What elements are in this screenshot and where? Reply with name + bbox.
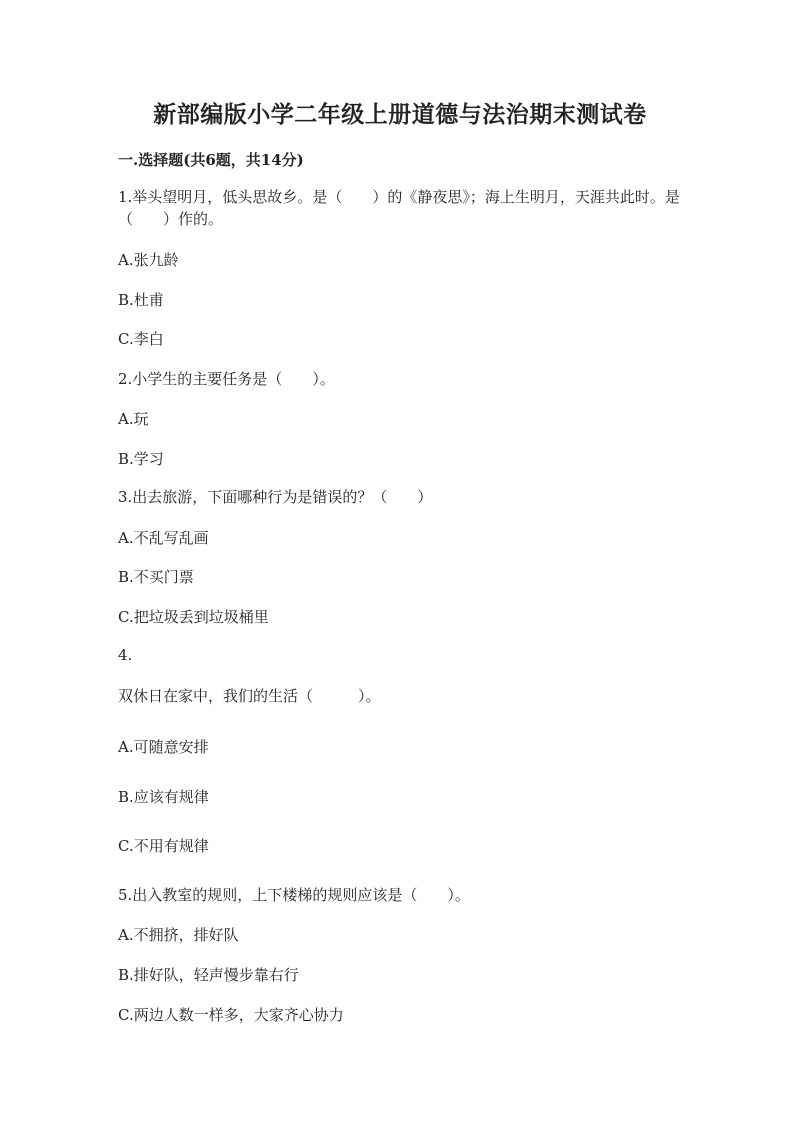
question-4-option-a: A.可随意安排	[118, 738, 209, 756]
question-5-option-a: A.不拥挤，排好队	[118, 926, 239, 944]
question-4-stem: 双休日在家中，我们的生活（ ）。	[118, 687, 381, 705]
question-2-option-a: A.玩	[118, 410, 149, 428]
question-3-option-c: C.把垃圾丢到垃圾桶里	[118, 608, 269, 626]
question-3-option-b: B.不买门票	[118, 568, 194, 586]
question-3-option-a: A.不乱写乱画	[118, 529, 209, 547]
question-1-stem: 1.举头望明月，低头思故乡。是（ ）的《静夜思》；海上生明月，天涯共此时。是（ ）作的。	[118, 188, 680, 228]
question-4-number: 4.	[118, 646, 133, 664]
question-4-option-b: B.应该有规律	[118, 788, 209, 806]
question-1-option-b: B.杜甫	[118, 291, 164, 309]
question-2-stem: 2.小学生的主要任务是（ ）。	[118, 370, 335, 388]
question-5-option-c: C.两边人数一样多，大家齐心协力	[118, 1006, 344, 1024]
question-3-stem: 3.出去旅游，下面哪种行为是错误的？（ ）	[118, 488, 433, 506]
question-1-option-c: C.李白	[118, 330, 164, 348]
question-5-option-b: B.排好队，轻声慢步靠右行	[118, 966, 299, 984]
question-4-option-c: C.不用有规律	[118, 837, 209, 855]
question-5-stem: 5.出入教室的规则，上下楼梯的规则应该是（ ）。	[118, 886, 470, 904]
section-heading: 一.选择题(共6题，共14分)	[118, 151, 304, 169]
question-2-option-b: B.学习	[118, 450, 164, 468]
question-1-option-a: A.张九龄	[118, 251, 179, 269]
page-title: 新部编版小学二年级上册道德与法治期末测试卷	[153, 101, 647, 128]
